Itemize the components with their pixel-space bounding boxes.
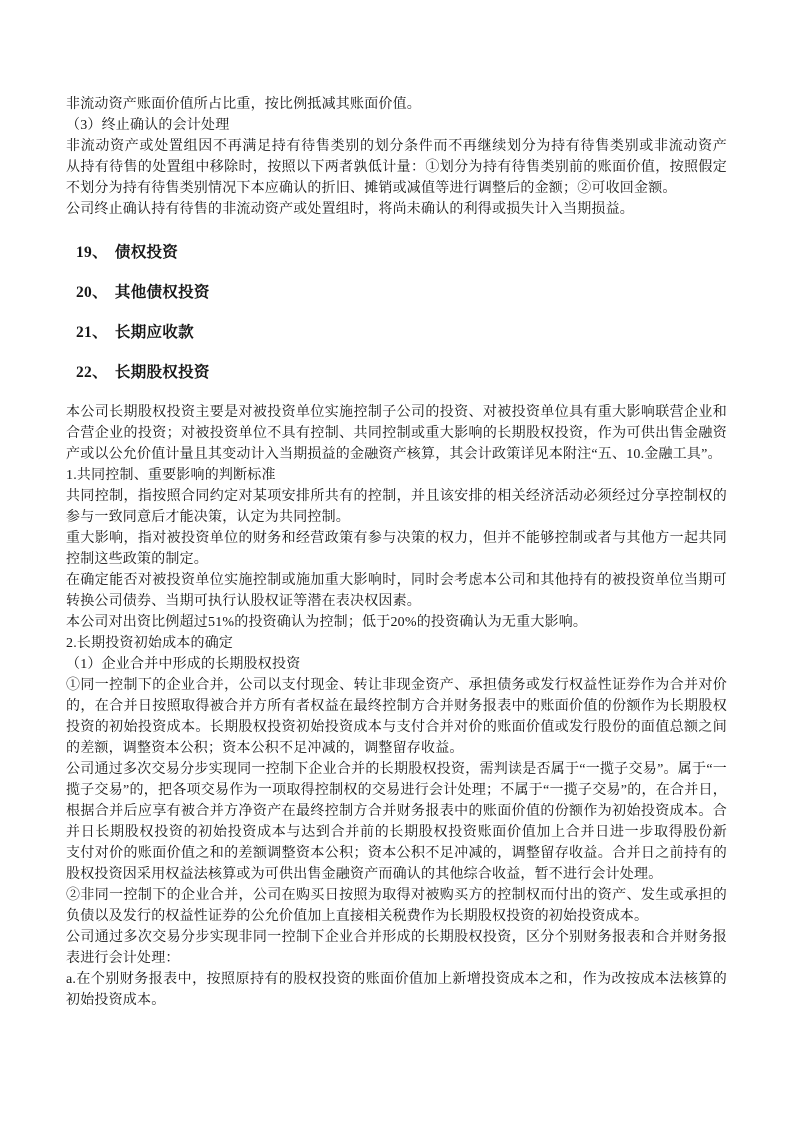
text-line: a.在个别财务报表中，按照原持有的股权投资的账面价值加上新增投资成本之和，作为改按成本法核算的 [66,972,727,987]
section-title: 其他债权投资 [114,284,210,301]
text-line: 股权投资因采用权益法核算或为可供出售金融资产而确认的其他综合收益，暂不进行会计处理。 [66,867,663,882]
text-line: 转换公司债券、当期可执行认股权证等潜在表决权因素。 [66,594,421,609]
text-line: 负债以及发行的权益性证券的公允价值加上直接相关税费作为长期股权投资的初始投资成本。 [66,909,649,924]
text-line: 的差额，调整资本公积；资本公积不足冲减的，调整留存收益。 [66,741,464,756]
section-number: 19、 [76,244,108,261]
text-line: 从持有待售的处置组中移除时，按照以下两者孰低计量：①划分为持有待售类别前的账面价值，按照假定 [66,160,727,175]
text-line: 本公司长期股权投资主要是对被投资单位实施控制子公司的投资、对被投资单位具有重大影响联营企业和 [66,405,727,420]
section-heading-20-other-debt-investments [76,282,727,304]
text-line: 重大影响，指对被投资单位的财务和经营政策有参与决策的权力，但并不能够控制或者与其他方一起共同 [66,531,727,546]
text-line: 投资的初始投资成本。长期股权投资初始投资成本与支付合并对价的账面价值或发行股份的面值总额之间 [66,720,727,735]
text-line: 非流动资产或处置组因不再满足持有待售类别的划分条件而不再继续划分为持有待售类别或非流动资产 [66,139,727,154]
text-line: ①同一控制下的企业合并，公司以支付现金、转让非现金资产、承担债务或发行权益性证券作为合并对价 [66,678,727,693]
text-line: 产或以公允价值计量且其变动计入当期损益的金融资产核算，其会计政策详见本附注“五、10.金融工具”。 [66,447,722,462]
text-line: 在确定能否对被投资单位实施控制或施加重大影响时，同时会考虑本公司和其他持有的被投资单位当期可 [66,573,727,588]
text-line: 支付对价的账面价值之和的差额调整资本公积；资本公积不足冲减的，调整留存收益。合并日之前持有的 [66,846,727,861]
text-line: 公司通过多次交易分步实现非同一控制下企业合并形成的长期股权投资，区分个别财务报表和合并财务报 [66,930,727,945]
section-heading-22-long-term-equity-investments [76,362,727,384]
text-line: 根据合并后应享有被合并方净资产在最终控制方合并财务报表中的账面价值的份额作为初始投资成本。合 [66,804,727,819]
text-line: 的，在合并日按照取得被合并方所有者权益在最终控制方合并财务报表中的账面价值的份额作为长期股权 [66,699,727,714]
section-title: 长期应收款 [114,324,194,341]
section-number: 20、 [76,284,108,301]
text-line: （1）企业合并中形成的长期股权投资 [66,657,301,672]
section-heading-19-debt-investments [76,242,727,264]
text-line: 非流动资产账面价值所占比重，按比例抵减其账面价值。 [66,97,421,112]
paragraph-held-for-sale-policy [66,94,727,220]
section-number: 21、 [76,324,108,341]
text-line: 2.长期投资初始成本的确定 [66,636,234,651]
text-line: 不划分为持有待售类别情况下本应确认的折旧、摊销或减值等进行调整后的金额；②可收回金额。 [66,181,677,196]
text-line: （3）终止确认的会计处理 [66,118,230,133]
text-line: 本公司对出资比例超过51%的投资确认为控制；低于20%的投资确认为无重大影响。 [66,615,588,630]
text-line: 控制这些政策的制定。 [66,552,208,567]
text-line: 共同控制，指按照合同约定对某项安排所共有的控制，并且该安排的相关经济活动必须经过分享控制权的 [66,489,727,504]
text-line: ②非同一控制下的企业合并，公司在购买日按照为取得对被购买方的控制权而付出的资产、发生或承担的 [66,888,727,903]
text-line: 揽子交易”的，把各项交易作为一项取得控制权的交易进行会计处理；不属于“一揽子交易”的，在合并日， [66,783,727,798]
section-heading-21-long-term-receivables [76,322,727,344]
paragraph-long-term-equity-investment-policy [66,402,727,1011]
text-line: 公司通过多次交易分步实现同一控制下企业合并的长期股权投资，需判读是否属于“一揽子交易”。属于“一 [66,762,727,777]
section-number: 22、 [76,364,108,381]
section-title: 长期股权投资 [114,364,210,381]
text-line: 并日长期股权投资的初始投资成本与达到合并前的长期股权投资账面价值加上合并日进一步取得股份新 [66,825,727,840]
text-line: 表进行会计处理： [66,951,180,966]
text-line: 合营企业的投资；对被投资单位不具有控制、共同控制或重大影响的长期股权投资，作为可供出售金融资 [66,426,727,441]
text-line: 参与一致同意后才能决策，认定为共同控制。 [66,510,350,525]
text-line: 初始投资成本。 [66,993,166,1008]
text-line: 公司终止确认持有待售的非流动资产或处置组时，将尚未确认的利得或损失计入当期损益。 [66,202,634,217]
section-title: 债权投资 [114,244,179,261]
text-line: 1.共同控制、重要影响的判断标准 [66,468,276,483]
